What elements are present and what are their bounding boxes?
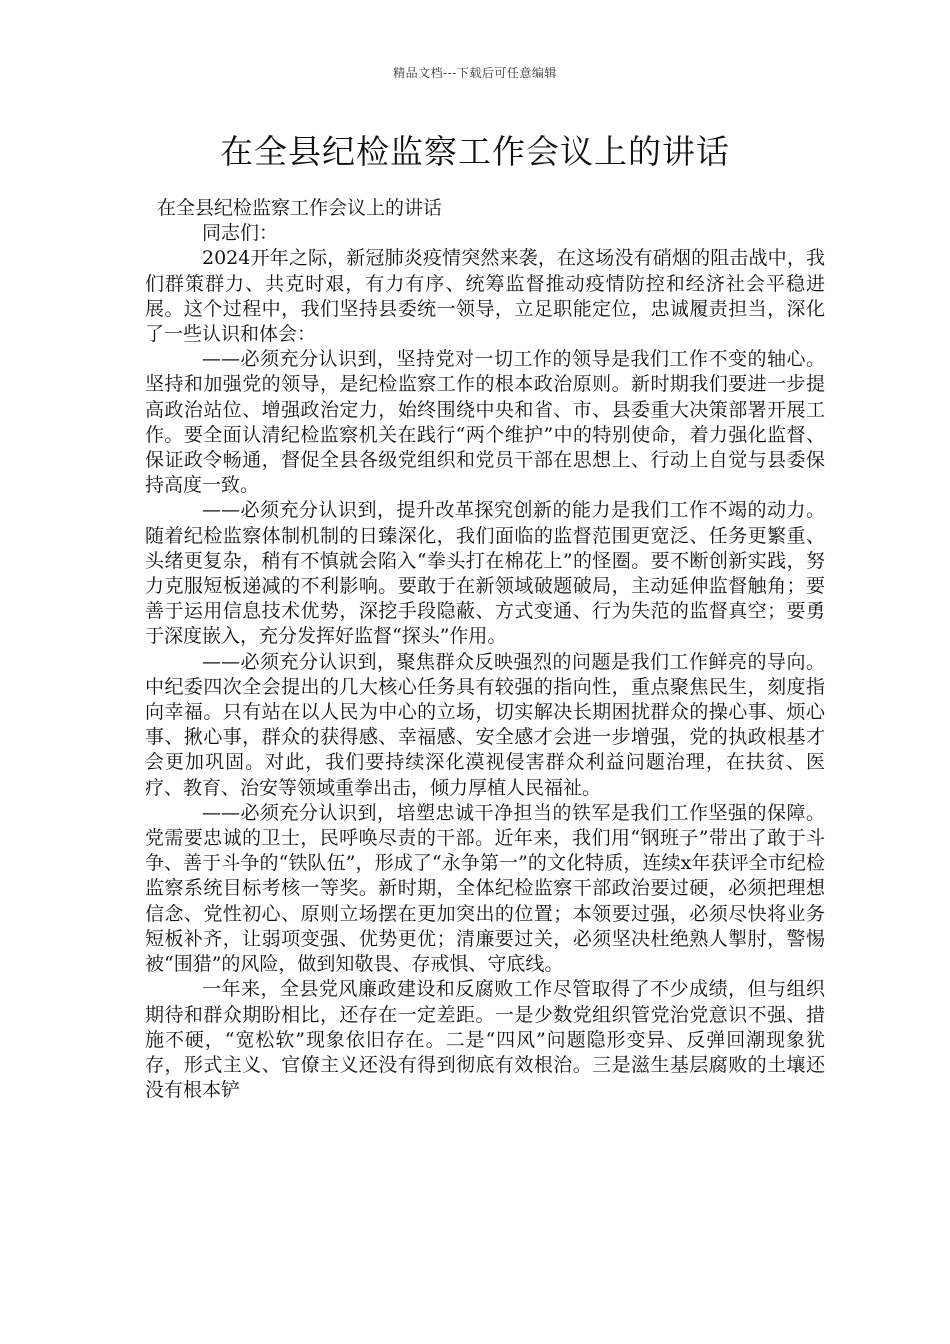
paragraph: ——必须充分认识到，聚焦群众反映强烈的问题是我们工作鲜亮的导向。中纪委四次全会提出的几大核心任务具有较强的指向性，重点聚焦民生，刻度指向幸福。只有站在以人民为中心的立场，切实解决长期困扰群众的操心事、烦心事、揪心事，群众的获得感、幸福感、安全感才会进一步增强，党的执政根基才会更加巩固。对此，我们要持续深化漠视侵害群众利益问题治理，在扶贫、医疗、教育、治安等领域重拳出击，倾力厚植人民福祉。 — [145, 650, 825, 799]
document-body — [145, 196, 825, 1103]
document-title: 在全县纪检监察工作会议上的讲话 — [220, 132, 730, 171]
greeting: 同志们： — [202, 222, 279, 245]
paragraph: 一年来，全县党风廉政建设和反腐败工作尽管取得了不少成绩，但与组织期待和群众期盼相比，还存在一定差距。一是少数党组织管党治党意识不强、措施不硬，“宽松软”现象依旧存在。二是“四风”问题隐形变异、反弹回潮现象犹存，形式主义、官僚主义还没有得到彻底有效根治。三是滋生基层腐败的土壤还没有根本铲 — [145, 978, 825, 1102]
document-subtitle: 在全县纪检监察工作会议上的讲话 — [157, 197, 443, 219]
page-watermark: 精品文档---下载后可任意编辑 — [393, 66, 557, 80]
paragraph: 2024开年之际，新冠肺炎疫情突然来袭，在这场没有硝烟的阻击战中，我们群策群力、共克时艰，有力有序、统筹监督推动疫情防控和经济社会平稳进展。这个过程中，我们坚持县委统一领导，立足职能定位，忠诚履责担当，深化了一些认识和体会： — [145, 247, 825, 346]
paragraph: ——必须充分认识到，坚持党对一切工作的领导是我们工作不变的轴心。坚持和加强党的领导，是纪检监察工作的根本政治原则。新时期我们要进一步提高政治站位、增强政治定力，始终围绕中央和省、市、县委重大决策部署开展工作。要全面认清纪检监察机关在践行“两个维护”中的特别使命，着力强化监督、保证政令畅通，督促全县各级党组织和党员干部在思想上、行动上自觉与县委保持高度一致。 — [145, 348, 825, 497]
paragraph: ——必须充分认识到，培塑忠诚干净担当的铁军是我们工作坚强的保障。党需要忠诚的卫士，民呼唤尽责的干部。近年来，我们用“钢班子”带出了敢于斗争、善于斗争的“铁队伍”，形成了“永争第一”的文化特质，连续x年获评全市纪检监察系统目标考核一等奖。新时期，全体纪检监察干部政治要过硬，必须把理想信念、党性初心、原则立场摆在更加突出的位置；本领要过强，必须尽快将业务短板补齐，让弱项变强、优势更优；清廉要过关，必须坚决杜绝熟人掣肘，警惕被“围猎”的风险，做到知敬畏、存戒惧、守底线。 — [145, 801, 825, 976]
paragraph: ——必须充分认识到，提升改革探究创新的能力是我们工作不竭的动力。随着纪检监察体制机制的日臻深化，我们面临的监督范围更宽泛、任务更繁重、头绪更复杂，稍有不慎就会陷入“拳头打在棉花上”的怪圈。要不断创新实践，努力克服短板递减的不利影响。要敢于在新领域破题破局，主动延伸监督触角；要善于运用信息技术优势，深挖手段隐蔽、方式变通、行为失范的监督真空；要勇于深度嵌入，充分发挥好监督“探头”作用。 — [145, 499, 825, 648]
